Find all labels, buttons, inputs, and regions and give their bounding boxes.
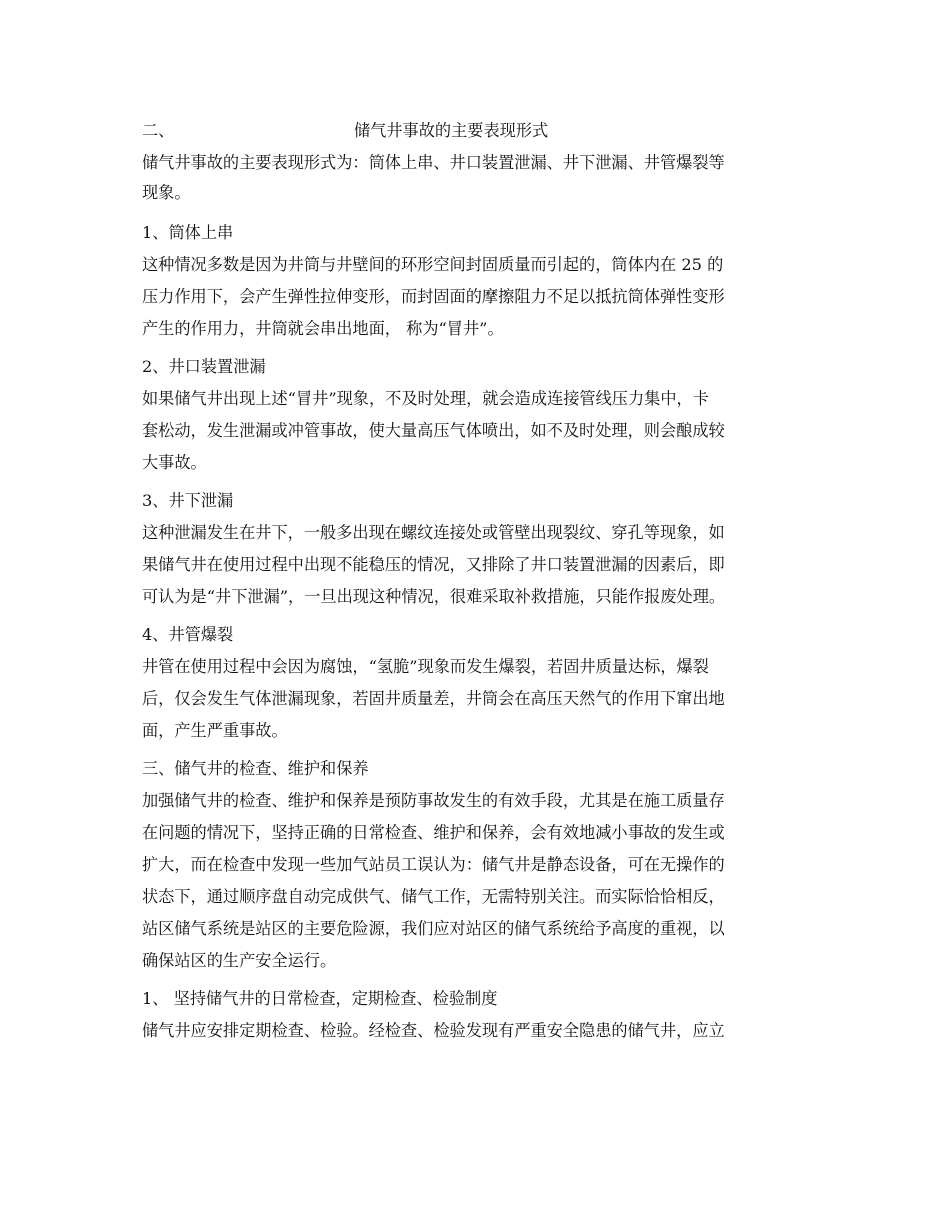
- text-line: 压力作用下，会产生弹性拉伸变形，而封固面的摩擦阻力不足以抵抗筒体弹性变形: [142, 287, 725, 306]
- text-line: 大事故。: [142, 453, 207, 472]
- text-line: 储气井应安排定期检查、检验。经检查、检验发现有严重安全隐患的储气井，应立: [142, 1021, 725, 1040]
- text-line: 这种情况多数是因为井筒与井壁间的环形空间封固质量而引起的，筒体内在 25 的: [142, 255, 724, 274]
- text-line: 加强储气井的检查、维护和保养是预防事故发生的有效手段，尤其是在施工质量存: [142, 791, 725, 810]
- text-line: 现象。: [142, 183, 191, 202]
- text-line: 储气井事故的主要表现形式为：筒体上串、井口装置泄漏、井下泄漏、井管爆裂等: [142, 153, 725, 172]
- text-line: 产生的作用力，井筒就会串出地面， 称为“冒井”。: [142, 319, 504, 338]
- text-line: 面，产生严重事故。: [142, 721, 288, 740]
- text-line: 1、 坚持储气井的日常检查，定期检查、检验制度: [142, 989, 498, 1008]
- text-line: 可认为是“井下泄漏”，一旦出现这种情况，很难采取补救措施，只能作报废处理。: [142, 587, 726, 606]
- text-line: 确保站区的生产安全运行。: [142, 951, 337, 970]
- text-line: 后，仅会发生气体泄漏现象，若固井质量差，井筒会在高压天然气的作用下窜出地: [142, 689, 725, 708]
- text-line: 3、井下泄漏: [142, 491, 234, 510]
- text-line: 井管在使用过程中会因为腐蚀，“氢脆”现象而发生爆裂，若固井质量达标，爆裂: [142, 657, 709, 676]
- text-line: 状态下，通过顺序盘自动完成供气、储气工作，无需特别关注。而实际恰恰相反，: [142, 887, 725, 906]
- text-line: 这种泄漏发生在井下，一般多出现在螺纹连接处或管壁出现裂纹、穿孔等现象，如: [142, 523, 725, 542]
- text-line: 套松动，发生泄漏或冲管事故，使大量高压气体喷出，如不及时处理，则会酿成较: [142, 421, 725, 440]
- text-line: 4、井管爆裂: [142, 625, 234, 644]
- text-line: 站区储气系统是站区的主要危险源，我们应对站区的储气系统给予高度的重视，以: [142, 919, 725, 938]
- text-line: 1、筒体上串: [142, 223, 234, 242]
- text-line: 三、储气井的检查、维护和保养: [142, 759, 369, 778]
- section-title: 储气井事故的主要表现形式: [354, 121, 549, 140]
- text-line: 扩大，而在检查中发现一些加气站员工误认为：储气井是静态设备，可在无操作的: [142, 855, 725, 874]
- text-line: 在问题的情况下，坚持正确的日常检查、维护和保养，会有效地减小事故的发生或: [142, 823, 725, 842]
- text-line: 2、井口装置泄漏: [142, 357, 266, 376]
- section-number: 二、: [142, 121, 175, 140]
- text-line: 如果储气井出现上述“冒井”现象，不及时处理，就会造成连接管线压力集中，卡: [142, 389, 709, 408]
- text-line: 果储气井在使用过程中出现不能稳压的情况，又排除了井口装置泄漏的因素后，即: [142, 555, 725, 574]
